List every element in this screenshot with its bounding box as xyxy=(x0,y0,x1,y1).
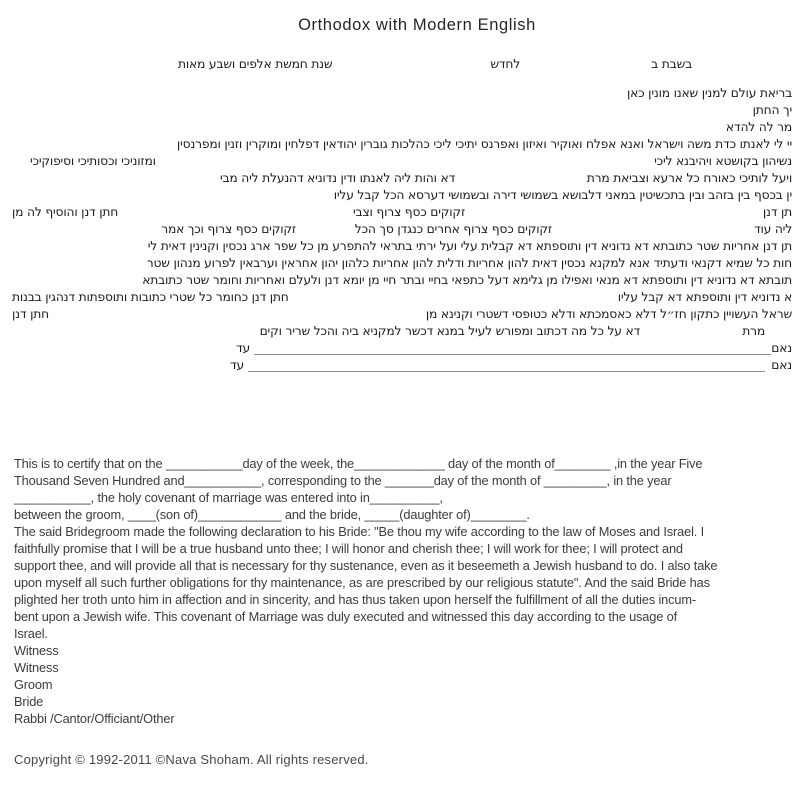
page-title: Orthodox with Modern English xyxy=(298,16,536,34)
english-line: ___________, the holy covenant of marriage was entered into in__________, xyxy=(14,490,443,505)
hebrew-line1-lachodesh: לחדש xyxy=(490,57,520,71)
hebrew-line16-marat: מרת xyxy=(742,324,765,338)
hebrew-line16-middle: דא על כל מה דכתוב ומפורש לעיל במנא דכשר למקניא ביה והכל שריר וקים xyxy=(259,324,640,338)
witness1-signature-line xyxy=(254,354,771,355)
signature-label-bride: Bride xyxy=(14,694,44,709)
witness2-signature-line xyxy=(248,371,765,372)
hebrew-witness2-ed: עד xyxy=(230,358,245,372)
hebrew-line7-middle: דא והות ליה לאנתו ודין נדוניא דהנעלת ליה מבי xyxy=(219,171,455,185)
hebrew-line9-middle: זקוקים כסף צרוף וצבי xyxy=(353,205,465,219)
hebrew-line1-beshabbat: בשבת ב xyxy=(651,57,692,71)
signature-label-groom: Groom xyxy=(14,677,53,692)
signature-label-witness-1: Witness xyxy=(14,643,59,658)
hebrew-line5: יי לי לאנתו כדת משה וישראל ואנא אפלח ואוקיר ואיזון ואפרנס יתיכי ליכי כהלכות גוברין יהודאין דפלחין ומוקרין וזנין ומפרנסין xyxy=(176,137,792,151)
hebrew-line7-right: ויעל לותיכי כאורח כל ארעא וצביאת מרת xyxy=(586,171,792,185)
hebrew-witness1-naam: נאם xyxy=(771,341,792,355)
hebrew-line15-left: חתן דנן xyxy=(12,307,49,321)
copyright-notice: Copyright © 1992-2011 ©Nava Shoham. All rights reserved. xyxy=(14,752,369,767)
english-line: plighted her troth unto him in affection and in sincerity, and has thus taken upon herself the fulfillment of all the duties incum- xyxy=(14,592,696,607)
english-line: This is to certify that on the ___________day of the week, the_____________ day of the month of________ ,in the year Five xyxy=(14,456,703,471)
hebrew-line12: חות כל שמיא דקנאי ודעתיד אנא למקנא נכסין דאית להון אחריות ודלית להון אחריות כלהון יהון אחראין וערבאין לפרוע מנהון שטר xyxy=(146,256,792,270)
hebrew-line6-left: ומזוניכי וכסותיכי וסיפוקיכי xyxy=(30,154,156,168)
hebrew-line8: ין בכסף בין בזהב ובין בתכשיטין במאני דלבושא בשמושי דירה ובשמושי דערסא הכל קבל עליו xyxy=(333,188,792,202)
english-line: faithfully promise that I will be a true husband unto thee; I will honor and cherish thee; I will work for thee; I will protect and xyxy=(14,541,683,556)
english-line: bent upon a Jewish wife. This covenant of Marriage was duly executed and witnessed this day according to the usage of xyxy=(14,609,677,624)
english-line: The said Bridegroom made the following declaration to his Bride: "Be thou my wife according to the law of Moses and Israel. I xyxy=(14,524,704,539)
hebrew-witness2-naam: נאם xyxy=(771,358,792,372)
hebrew-line15-right: שראל העשויין כתקון חז״ל דלא כאסמכתא ודלא כטופסי דשטרי וקנינא מן xyxy=(425,307,792,321)
english-line: between the groom, ____(son of)____________ and the bride, _____(daughter of)________. xyxy=(14,507,530,522)
hebrew-line6-right: נשיהון בקושטא ויהיבנא ליכי xyxy=(654,154,792,168)
hebrew-line14-right: א נדוניא דין ותוספתא דא קבל עליו xyxy=(617,290,792,304)
hebrew-line9-right: תן דנן xyxy=(762,205,792,219)
hebrew-line4-said-to-her: מר לה להדא xyxy=(725,120,792,134)
hebrew-witness1-ed: עד xyxy=(236,341,251,355)
signature-label-witness-2: Witness xyxy=(14,660,59,675)
hebrew-line9-left: חתן דנן והוסיף לה מן xyxy=(12,205,119,219)
english-line: support thee, and will provide all that is necessary for thy sustenance, even as it beseemeth a Jewish husband to do. I also take xyxy=(14,558,718,573)
hebrew-line11: תן דנן אחריות שטר כתובתא דא נדוניא דין ותוספתא דא קבלית עלי ועל ירתי בתראי להתפרע מן כל שפר ארג נכסין וקנינין דאית לי xyxy=(147,239,792,253)
hebrew-line10-right: ליה עוד xyxy=(753,222,792,236)
hebrew-line2: בריאת עולם למנין שאנו מונין כאן xyxy=(626,86,792,100)
hebrew-line3-groom: יך החתן xyxy=(752,103,792,117)
english-line: upon myself all such further obligations for thy maintenance, as are prescribed by our religious statute". And the said Bride has xyxy=(14,575,710,590)
hebrew-line14-left: חתן דנן כחומר כל שטרי כתובות ותוספתות דנהגין בבנות xyxy=(12,290,289,304)
english-line: Thousand Seven Hundred and___________, corresponding to the _______day of the month of _________, in the year xyxy=(14,473,672,488)
hebrew-line10-left: זקוקים כסף צרוף וכך אמר xyxy=(161,222,296,236)
signature-label-officiant: Rabbi /Cantor/Officiant/Other xyxy=(14,711,175,726)
hebrew-line13: תובתא דא נדוניא דין ותוספתא דא מנאי ואפילו מן גלימא דעל כתפאי בחיי ובתר חיי מן יומא דנן ולעלם ואחריות וחומר שטר כתובתא xyxy=(142,273,792,287)
hebrew-line1-year: שנת חמשת אלפים ושבע מאות xyxy=(178,57,333,71)
hebrew-line10-middle: זקוקים כסף צרוף אחרים כנגדן סך הכל xyxy=(354,222,552,236)
english-line: Israel. xyxy=(14,626,48,641)
